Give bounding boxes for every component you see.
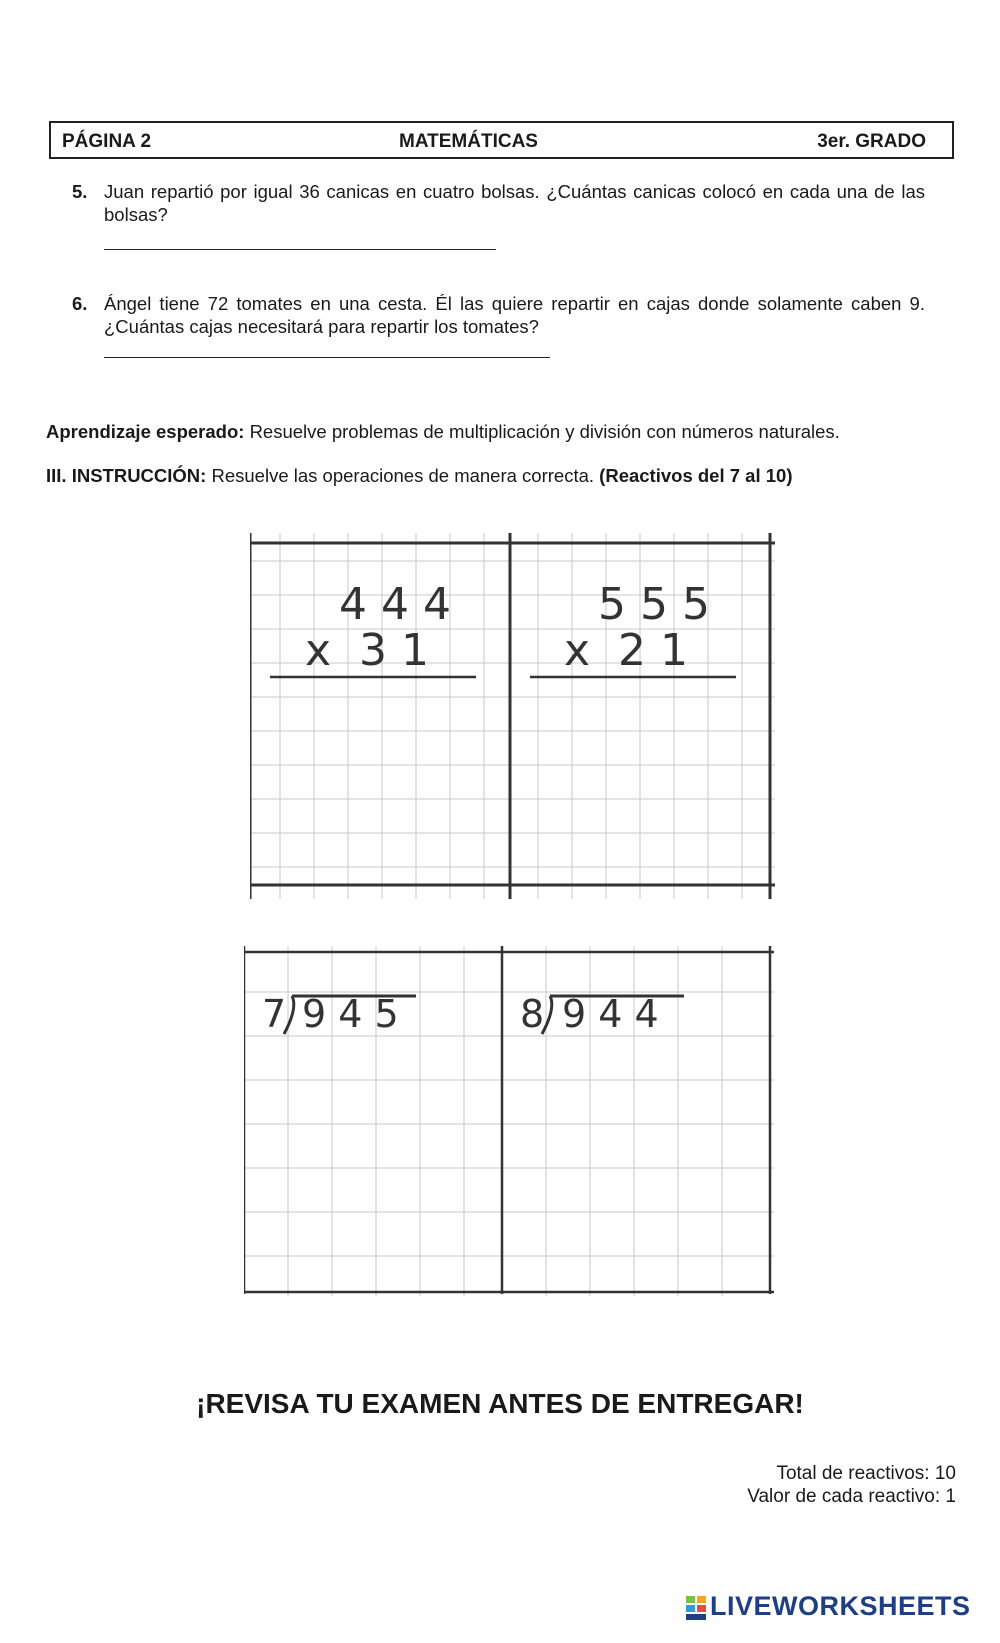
multiplication-1-top: 4 4 4 <box>339 579 451 630</box>
page-number: PÁGINA 2 <box>62 131 152 152</box>
question-number: 6. <box>72 293 88 314</box>
division-1-dividend: 9 4 5 <box>302 992 399 1036</box>
question-5 <box>72 180 925 226</box>
expected-learning <box>46 421 840 443</box>
grade-label: 3er. GRADO <box>817 131 926 152</box>
answer-line-6[interactable] <box>104 357 550 358</box>
instruction-label: III. INSTRUCCIÓN: <box>46 465 207 486</box>
question-6 <box>72 292 925 338</box>
subject-title: MATEMÁTICAS <box>399 131 538 152</box>
liveworksheets-icon <box>686 1596 708 1620</box>
item-value: Valor de cada reactivo: 1 <box>747 1486 956 1507</box>
instruction <box>46 465 792 487</box>
review-reminder: ¡REVISA TU EXAMEN ANTES DE ENTREGAR! <box>196 1388 804 1419</box>
division-2-divisor: 8 <box>520 992 545 1036</box>
page-header <box>49 121 954 159</box>
question-text: Juan repartió por igual 36 canicas en cuatro bolsas. ¿Cuántas canicas colocó en cada una de las bolsas? <box>104 181 925 225</box>
expected-learning-label: Aprendizaje esperado: <box>46 421 245 442</box>
division-1-divisor: 7 <box>262 992 287 1036</box>
multiplication-1-bottom: x 3 1 <box>305 625 429 676</box>
total-items: Total de reactivos: 10 <box>776 1463 956 1484</box>
multiplication-2-top: 5 5 5 <box>598 579 710 630</box>
instruction-note: (Reactivos del 7 al 10) <box>599 465 793 486</box>
question-text: Ángel tiene 72 tomates en una cesta. Él las quiere repartir en cajas donde solamente caben 9. ¿Cuántas cajas necesitará para repartir los tomates? <box>104 293 925 337</box>
answer-line-5[interactable] <box>104 249 496 250</box>
logo-text: LIVEWORKSHEETS <box>710 1591 971 1621</box>
expected-learning-text: Resuelve problemas de multiplicación y división con números naturales. <box>249 421 840 442</box>
instruction-text: Resuelve las operaciones de manera correcta. <box>211 465 595 486</box>
multiplication-2-bottom: x 2 1 <box>564 625 688 676</box>
question-number: 5. <box>72 181 88 202</box>
division-2-dividend: 9 4 4 <box>562 992 659 1036</box>
liveworksheets-logo <box>686 1591 971 1622</box>
